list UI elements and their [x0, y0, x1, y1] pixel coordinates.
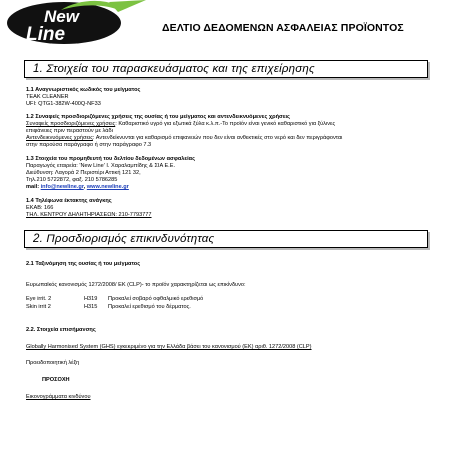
- product-name: TEAK CLEANER: [26, 94, 69, 100]
- signal-word-label: Προειδοποιητική λέξη: [26, 360, 80, 366]
- signal-word: ΠΡΟΣΟΧΗ: [42, 377, 70, 383]
- heading-2-1: 2.1 Ταξινόμηση της ουσίας ή του μείγματος: [26, 261, 141, 267]
- contra-label: Αντενδεικνυόμενες χρήσεις: [26, 135, 93, 141]
- hazard-code-2: H315: [84, 304, 98, 310]
- heading-1-1: 1.1 Αναγνωριστικός κωδικός του μείγματος: [26, 87, 141, 93]
- uses-line: [26, 121, 335, 128]
- contra-text-2: στην παρούσα παράγραφο ή στην παράγραφο 7.3: [26, 142, 152, 148]
- section-1-title: 1. Στοιχεία του παρασκευάσματος και της επιχείρησης: [33, 63, 315, 75]
- hazard-text-1: Προκαλεί σοβαρό οφθαλμικό ερεθισμό: [108, 296, 204, 302]
- company-address: Διεύθυνση: Λαγορά 2 Περιστέρι Αττική 121 32,: [26, 170, 141, 176]
- company-name: Παραγωγός εταιρεία: 'New Line' Ι. Χαραλαμπίδης & ΣΙΑ Ε.Ε.: [26, 163, 176, 169]
- uses-label: Συναφείς προσδιοριζόμενες χρήσεις: [26, 121, 116, 127]
- ekav-phone: ΕΚΑΒ: 166: [26, 205, 54, 211]
- heading-1-2: 1.2 Συναφείς προσδιοριζόμενες χρήσεις της ουσίας ή του μείγματος και αντενδεικνυόμενες χρήσεις: [26, 114, 290, 120]
- contra-line: [26, 135, 342, 142]
- regulation-text: Ευρωπαϊκός κανονισμός 1272/2008/ ΕΚ (CLP)- το προϊόν χαρακτηρίζεται ως επικίνδυνο:: [26, 282, 246, 288]
- company-phone: Τηλ.210 5722872, φαξ. 210 5786285: [26, 177, 118, 183]
- section-2-header: [24, 230, 428, 248]
- email-link[interactable]: info@newline.gr: [40, 184, 84, 190]
- mail-line: [26, 184, 129, 191]
- poison-center-phone: ΤΗΛ. ΚΕΝΤΡΟΥ ΔΗΛΗΤΗΡΙΑΣΕΩΝ: 210-7793777: [26, 212, 152, 218]
- contra-text: : Αντενδείκνυνται για καθαρισμό επιφανειών που δεν είναι ανθεκτικές στο νερό και δεν περιγράφονται: [92, 135, 343, 141]
- heading-2-2: 2.2. Στοιχεία επισήμανσης: [26, 327, 96, 333]
- section-2-title: 2. Προσδιορισμός επικινδυνότητας: [33, 233, 215, 245]
- hazard-code-1: H319: [84, 296, 98, 302]
- section-1-header: [24, 60, 428, 78]
- ghs-text: Globally Harmonised System (GHS) εγκεκριμένο για την Ελλάδα βάσει του κανονισμού (ΕΚ) αριθ. 1272/2008 (CLP): [26, 344, 312, 350]
- hazard-class-2: Skin irrit 2: [26, 304, 51, 310]
- uses-text-2: επιφάνειες πριν περαστούν με λάδι: [26, 128, 113, 134]
- mail-label: mail:: [26, 184, 41, 190]
- heading-1-4: 1.4 Τηλέφωνα έκτακτης ανάγκης: [26, 198, 112, 204]
- hazard-text-2: Προκαλεί ερεθισμό του δέρματος.: [108, 304, 191, 310]
- link-separator: ,: [83, 184, 87, 190]
- heading-1-3: 1.3 Στοιχεία του προμηθευτή του δελτίου δεδομένων ασφαλείας: [26, 156, 195, 162]
- ufi-code: UFI: QTG1-382W-400Q-NF33: [26, 101, 101, 107]
- uses-text: : Καθαριστικό υγρό για εξωτικά ξύλα κ.λ.π.-Το προϊόν είναι γενικό καθαριστικό για ξύλινες: [115, 121, 336, 127]
- document-title: ΔΕΛΤΙΟ ΔΕΔΟΜΕΝΩΝ ΑΣΦΑΛΕΙΑΣ ΠΡΟΪΟΝΤΟΣ: [162, 22, 404, 34]
- pictograms-label: Εικονογράμματα κινδύνου: [26, 394, 91, 400]
- logo-text-new: New: [44, 7, 79, 26]
- logo-text-line: Line: [26, 24, 66, 45]
- website-link[interactable]: www.newline.gr: [86, 184, 129, 190]
- hazard-class-1: Eye irrit. 2: [26, 296, 52, 302]
- new-line-logo: [6, 0, 156, 46]
